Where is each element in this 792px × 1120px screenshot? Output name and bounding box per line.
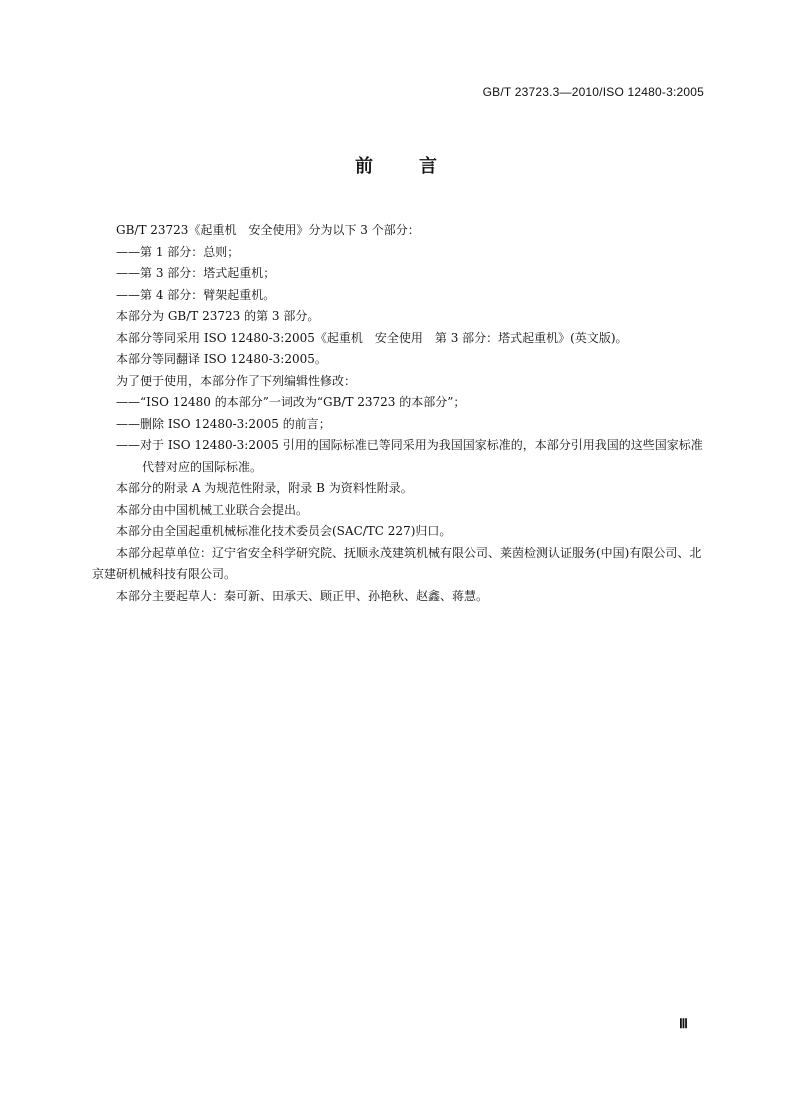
paragraph-committee: 本部分由全国起重机械标准化技术委员会(SAC/TC 227)归口。 xyxy=(116,524,452,538)
document-number-header: GB/T 23723.3—2010/ISO 12480-3:2005 xyxy=(482,85,704,99)
foreword-body xyxy=(92,220,704,607)
paragraph-part-statement: 本部分为 GB/T 23723 的第 3 部分。 xyxy=(116,309,320,323)
list-item-edit-2: ——删除 ISO 12480-3:2005 的前言； xyxy=(116,416,331,431)
list-item-edit-3: ——对于 ISO 12480-3:2005 引用的国际标准已等同采用为我国国家标准的，本部分引用我国的这些国家标准代替对应的国际标准。 xyxy=(116,438,703,474)
page-title: 前言 xyxy=(355,156,483,177)
paragraph-annexes: 本部分的附录 A 为规范性附录，附录 B 为资料性附录。 xyxy=(116,481,413,495)
paragraph-translation: 本部分等同翻译 ISO 12480-3:2005。 xyxy=(116,352,327,366)
paragraph-drafting-units: 本部分起草单位：辽宁省安全科学研究院、抚顺永茂建筑机械有限公司、莱茵检测认证服务(中国)有限公司、北京建研机械科技有限公司。 xyxy=(92,545,702,581)
page-number: Ⅲ xyxy=(679,1016,688,1031)
list-item-edit-1: ——“ISO 12480 的本部分”一词改为“GB/T 23723 的本部分”； xyxy=(116,395,466,409)
paragraph-drafters: 本部分主要起草人：秦可新、田承天、顾正甲、孙艳秋、赵鑫、蒋慧。 xyxy=(116,588,489,603)
list-item-part-4: ——第 4 部分：臂架起重机。 xyxy=(116,287,276,302)
paragraph-proposer: 本部分由中国机械工业联合会提出。 xyxy=(116,502,309,517)
paragraph-edits-intro: 为了便于使用，本部分作了下列编辑性修改： xyxy=(116,373,357,388)
list-item-part-3: ——第 3 部分：塔式起重机； xyxy=(116,266,276,280)
paragraph-adoption: 本部分等同采用 ISO 12480-3:2005《起重机 安全使用 第 3 部分：塔式起重机》(英文版)。 xyxy=(116,330,628,345)
paragraph-intro: GB/T 23723《起重机 安全使用》分为以下 3 个部分： xyxy=(116,223,420,237)
list-item-part-1: ——第 1 部分：总则； xyxy=(116,244,240,259)
